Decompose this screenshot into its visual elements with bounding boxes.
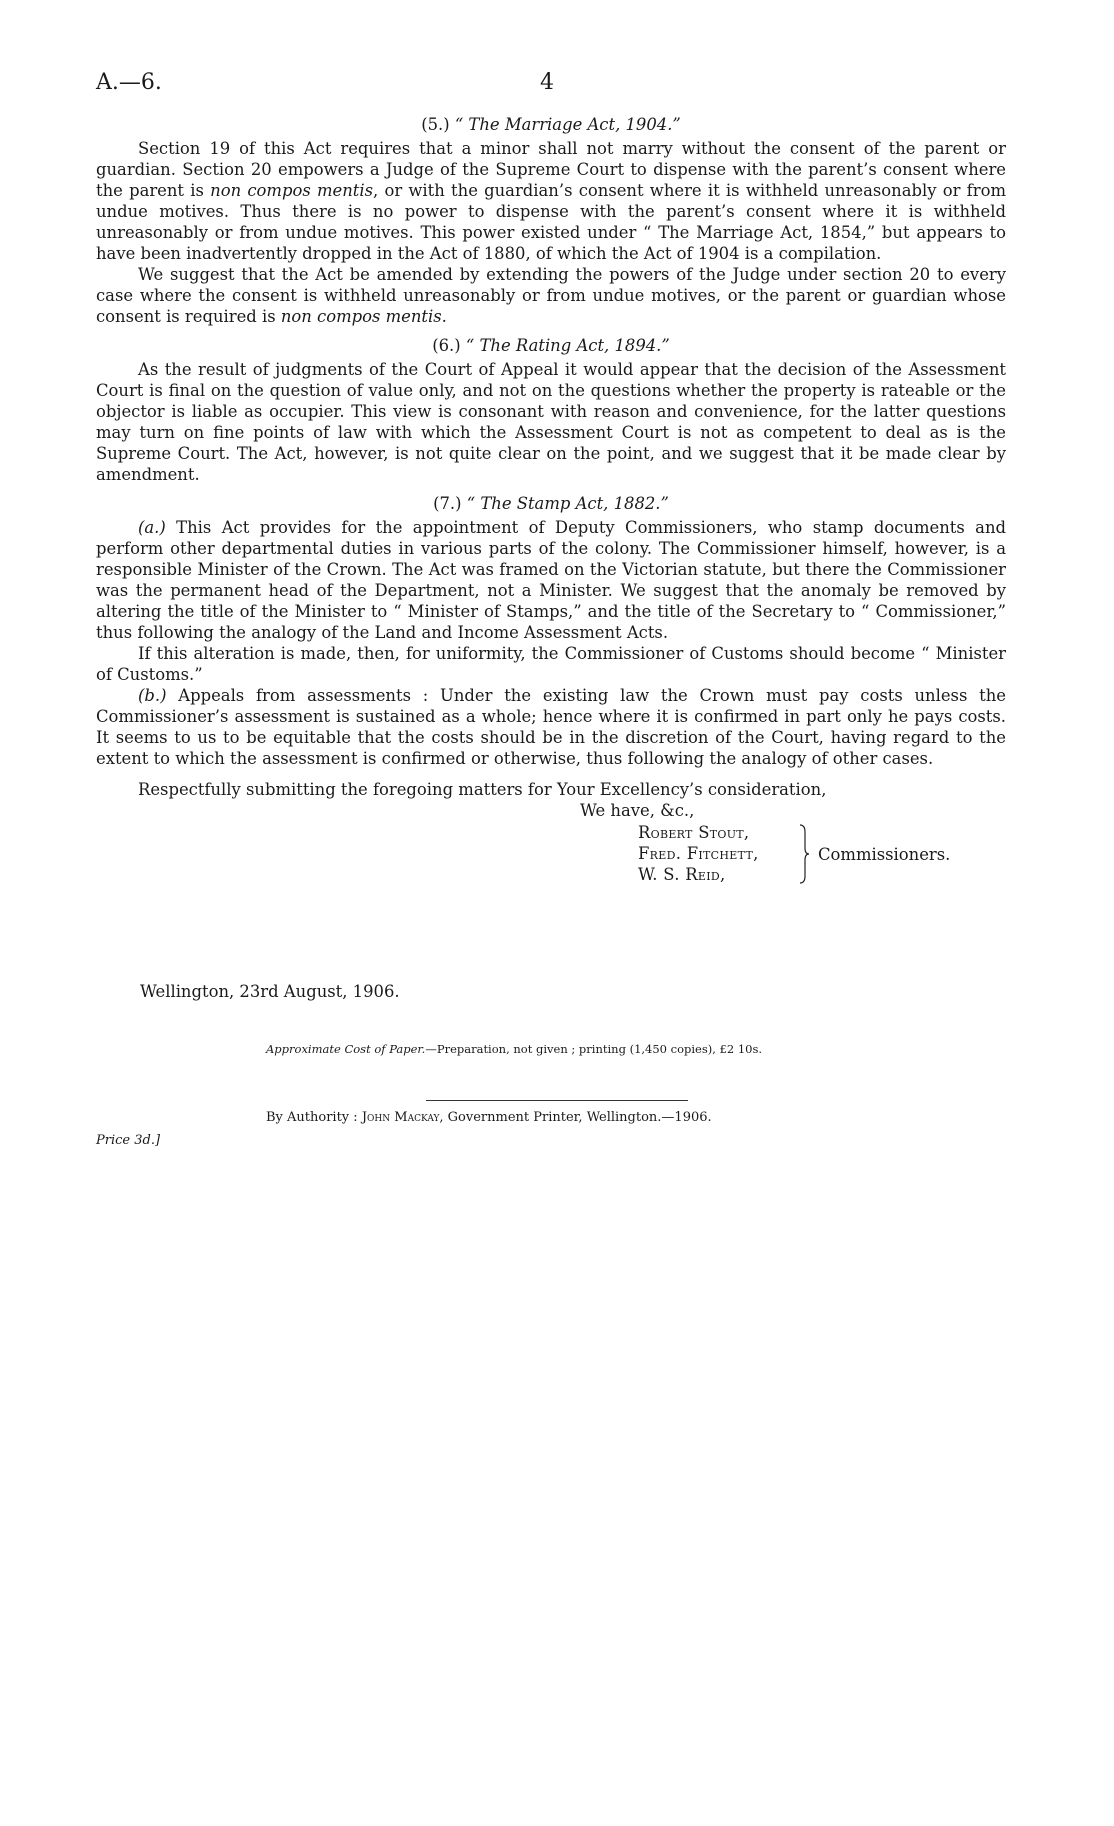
- signer-name: Robert Stout,: [638, 823, 750, 842]
- paragraph: (a.) This Act provides for the appointment of Deputy Commissioners, who stamp documents and perform other departmental duties in various parts of the colony. The Commissioner himself, however, is a responsible Minister of the Crown. The Act was framed on the Victorian statute, but there the Commissioner was the permanent head of the Department, not a Minister. We suggest that the anomaly be removed by altering the title of the Minister to “ Minister of Stamps,” and the title of the Secretary to “ Commissioner,” thus following the analogy of the Land and Income Assessment Acts.: [96, 518, 1006, 642]
- signer-list: [638, 822, 759, 885]
- paragraph: If this alteration is made, then, for uniformity, the Commissioner of Customs should become “ Minister of Customs.”: [96, 644, 1006, 684]
- closing-line: Respectfully submitting the foregoing matters for Your Excellency’s consideration,: [138, 780, 827, 799]
- signer-name: Fred. Fitchett,: [638, 844, 759, 863]
- section-heading-marriage-act: (5.) “ The Marriage Act, 1904.”: [421, 115, 681, 134]
- divider: [426, 1100, 688, 1101]
- date-place: Wellington, 23rd August, 1906.: [140, 982, 400, 1001]
- body-text: [96, 110, 1006, 888]
- section-heading-rating-act: (6.) “ The Rating Act, 1894.”: [432, 336, 670, 355]
- paragraph: Section 19 of this Act requires that a minor shall not marry without the consent of the parent or guardian. Section 20 empowers a Judge of the Supreme Court to dispense with the parent’s consent where the parent is non compos mentis, or with the guardian’s consent where it is withheld unreasonably or from undue motives. Thus there is no power to dispense with the parent’s consent where it is withheld unreasonably or from undue motives. This power existed under “ The Marriage Act, 1854,” but appears to have been inadvertently dropped in the Act of 1880, of which the Act of 1904 is a compilation.: [96, 139, 1006, 263]
- signature-block: [96, 822, 1006, 888]
- commissioners-label: Commissioners.: [818, 845, 951, 864]
- paragraph: We suggest that the Act be amended by extending the powers of the Judge under section 20 to every case where the consent is withheld unreasonably or from undue motives, or the parent or guardian whose consent is required is non compos mentis.: [96, 265, 1006, 326]
- price-note: Price 3d.]: [96, 1133, 161, 1148]
- we-have-line: We have, &c.,: [580, 801, 695, 820]
- section-heading-stamp-act: (7.) “ The Stamp Act, 1882.”: [433, 494, 669, 513]
- signer-name: W. S. Reid,: [638, 865, 726, 884]
- authority-line: By Authority : John Mackay, Government Printer, Wellington.—1906.: [266, 1110, 712, 1125]
- page-number: 4: [540, 70, 554, 95]
- paragraph: (b.) Appeals from assessments : Under the existing law the Crown must pay costs unless the Commissioner’s assessment is sustained as a whole; hence where it is confirmed in part only he pays costs. It seems to us to be equitable that the costs should be in the discretion of the Court, having regard to the extent to which the assessment is confirmed or otherwise, thus following the analogy of other cases.: [96, 686, 1006, 768]
- document-reference: A.—6.: [96, 70, 162, 95]
- cost-note: Approximate Cost of Paper.—Preparation, not given ; printing (1,450 copies), £2 10s.: [266, 1042, 763, 1056]
- brace-icon: [799, 824, 809, 884]
- paragraph: As the result of judgments of the Court of Appeal it would appear that the decision of the Assessment Court is final on the question of value only, and not on the questions whether the property is rateable or the objector is liable as occupier. This view is consonant with reason and convenience, for the latter questions may turn on fine points of law with which the Assessment Court is not as competent to deal as is the Supreme Court. The Act, however, is not quite clear on the point, and we suggest that it be made clear by amendment.: [96, 360, 1006, 484]
